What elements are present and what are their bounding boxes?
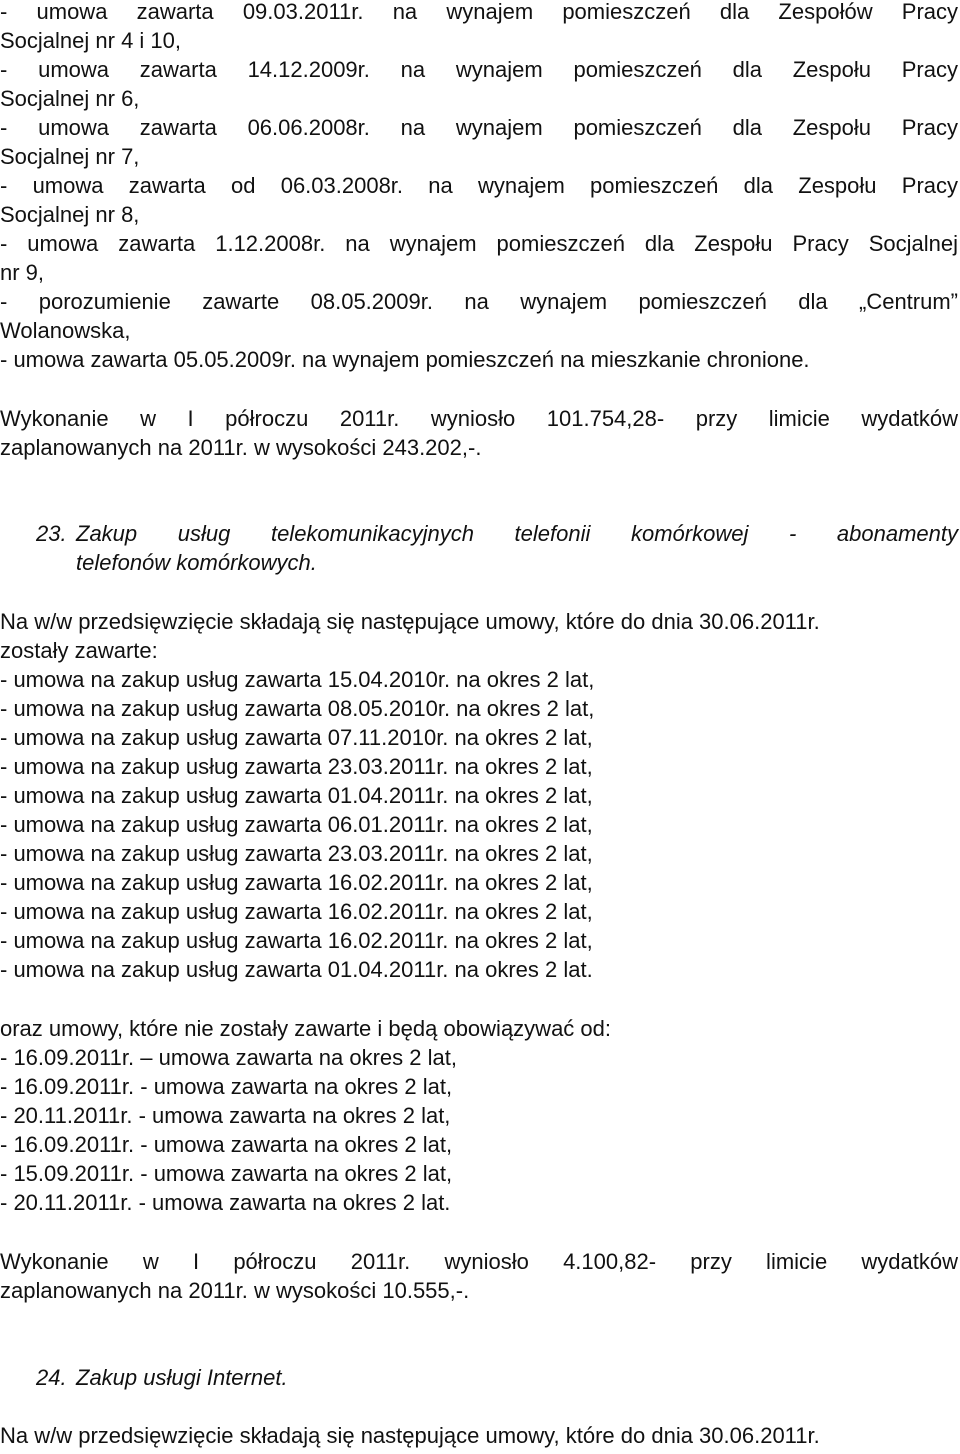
- section-title: Zakup usługi Internet.: [76, 1365, 288, 1390]
- section-heading-23: [36, 519, 958, 548]
- text-line: Wolanowska,: [0, 318, 131, 343]
- list-item: - umowa na zakup usług zawarta 01.04.2011r. na okres 2 lat.: [0, 957, 593, 982]
- list-item: - umowa na zakup usług zawarta 23.03.2011r. na okres 2 lat,: [0, 754, 593, 779]
- intro-line: Na w/w przedsięwzięcie składają się następujące umowy, które do dnia 30.06.2011r.: [0, 1423, 820, 1448]
- list-item: - umowa na zakup usług zawarta 01.04.2011r. na okres 2 lat,: [0, 783, 593, 808]
- list-item: - umowa na zakup usług zawarta 16.02.2011r. na okres 2 lat,: [0, 870, 593, 895]
- text-line: - umowa zawarta od 06.03.2008r. na wynajem pomieszczeń dla Zespołu Pracy: [0, 173, 958, 198]
- text-line: - umowa zawarta 14.12.2009r. na wynajem pomieszczeń dla Zespołu Pracy: [0, 57, 958, 82]
- section-heading-24: [36, 1363, 958, 1392]
- list-item: - umowa na zakup usług zawarta 08.05.2010r. na okres 2 lat,: [0, 696, 595, 721]
- list-item: - 20.11.2011r. - umowa zawarta na okres 2 lat.: [0, 1190, 451, 1215]
- text-line: - porozumienie zawarte 08.05.2009r. na wynajem pomieszczeń dla „Centrum”: [0, 289, 958, 314]
- text-line: Socjalnej nr 4 i 10,: [0, 28, 181, 53]
- section-title-cont: telefonów komórkowych.: [76, 550, 317, 575]
- list-item: - 16.09.2011r. - umowa zawarta na okres 2 lat,: [0, 1074, 453, 1099]
- execution-line: Wykonanie w I półroczu 2011r. wyniosło 101.754,28- przy limicie wydatków: [0, 406, 958, 431]
- intro-line: zostały zawarte:: [0, 638, 158, 663]
- section-number: 24.: [36, 1365, 67, 1390]
- list-item: - umowa na zakup usług zawarta 07.11.2010r. na okres 2 lat,: [0, 725, 593, 750]
- execution-line: zaplanowanych na 2011r. w wysokości 243.202,-.: [0, 435, 482, 460]
- text-line: - umowa zawarta 09.03.2011r. na wynajem pomieszczeń dla Zespołów Pracy: [0, 0, 958, 24]
- text-line: Socjalnej nr 8,: [0, 202, 140, 227]
- text-line: - umowa zawarta 05.05.2009r. na wynajem pomieszczeń na mieszkanie chronione.: [0, 347, 810, 372]
- execution-line: zaplanowanych na 2011r. w wysokości 10.555,-.: [0, 1278, 470, 1303]
- text-line: - umowa zawarta 06.06.2008r. na wynajem pomieszczeń dla Zespołu Pracy: [0, 115, 958, 140]
- intro-line: Na w/w przedsięwzięcie składają się następujące umowy, które do dnia 30.06.2011r.: [0, 609, 820, 634]
- text-line: nr 9,: [0, 260, 45, 285]
- list-item: - 16.09.2011r. – umowa zawarta na okres 2 lat,: [0, 1045, 457, 1070]
- text-line: - umowa zawarta 1.12.2008r. na wynajem pomieszczeń dla Zespołu Pracy Socjalnej: [0, 231, 958, 256]
- section-number: 23.: [36, 521, 67, 546]
- list-item: - 15.09.2011r. - umowa zawarta na okres 2 lat,: [0, 1161, 453, 1186]
- text-line: Socjalnej nr 6,: [0, 86, 140, 111]
- list-item: - umowa na zakup usług zawarta 15.04.2010r. na okres 2 lat,: [0, 667, 595, 692]
- list-item: - 20.11.2011r. - umowa zawarta na okres 2 lat,: [0, 1103, 451, 1128]
- section-title: Zakup usług telekomunikacyjnych telefonii komórkowej - abonamenty: [76, 521, 958, 546]
- execution-line: Wykonanie w I półroczu 2011r. wyniosło 4.100,82- przy limicie wydatków: [0, 1249, 958, 1274]
- future-intro: oraz umowy, które nie zostały zawarte i będą obowiązywać od:: [0, 1016, 611, 1041]
- list-item: - 16.09.2011r. - umowa zawarta na okres 2 lat,: [0, 1132, 453, 1157]
- list-item: - umowa na zakup usług zawarta 06.01.2011r. na okres 2 lat,: [0, 812, 593, 837]
- list-item: - umowa na zakup usług zawarta 16.02.2011r. na okres 2 lat,: [0, 899, 593, 924]
- list-item: - umowa na zakup usług zawarta 16.02.2011r. na okres 2 lat,: [0, 928, 593, 953]
- list-item: - umowa na zakup usług zawarta 23.03.2011r. na okres 2 lat,: [0, 841, 593, 866]
- text-line: Socjalnej nr 7,: [0, 144, 140, 169]
